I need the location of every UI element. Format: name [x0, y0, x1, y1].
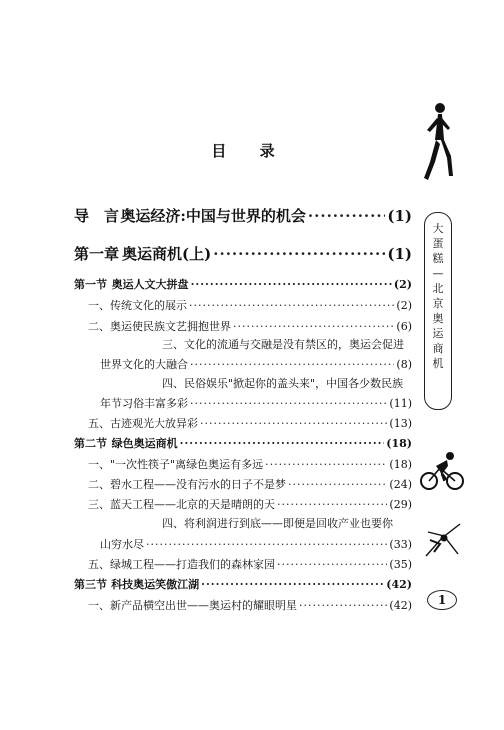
section-page: (42) [386, 578, 412, 591]
sidebar-char: 商 [432, 342, 444, 355]
leader-dots [189, 299, 394, 312]
item-page: (6) [396, 320, 412, 333]
intro-page: (1) [387, 207, 412, 225]
toc-item[interactable] [88, 318, 412, 334]
leader-dots [190, 358, 394, 371]
leader-dots [265, 458, 387, 471]
intro-label: 导 言 [74, 207, 120, 225]
chapter-page: (1) [387, 245, 412, 263]
leader-dots [213, 245, 385, 263]
intro-title: 奥运经济:中国与世界的机会 [120, 207, 306, 225]
toc-item-line[interactable]: 四、将利润进行到底——即便是回收产业也要你 [162, 517, 393, 530]
leader-dots [201, 578, 384, 591]
gymnast-icon [422, 518, 464, 560]
toc-intro[interactable] [74, 205, 412, 226]
item-page: (11) [389, 397, 412, 410]
leader-dots [233, 320, 394, 333]
page-title: 目 录 [211, 142, 289, 160]
section-label: 第一节 [74, 278, 107, 291]
item-title: 一、"一次性筷子"离绿色奥运有多远 [88, 458, 264, 471]
section-label: 第二节 [74, 437, 107, 450]
toc-section[interactable] [74, 576, 412, 592]
leader-dots [146, 538, 387, 551]
leader-dots [191, 278, 392, 291]
item-title: 二、奥运使民族文艺拥抱世界 [88, 320, 231, 333]
item-page: (29) [389, 498, 412, 511]
item-title: 五、古迹观光大放异彩 [88, 417, 198, 430]
leader-dots [277, 558, 387, 571]
sidebar-char: — [432, 267, 444, 280]
section-title: 科技奥运笑傲江湖 [111, 578, 200, 591]
section-title: 奥运人文大拼盘 [111, 278, 189, 291]
toc-item[interactable] [100, 395, 412, 411]
toc-section[interactable] [74, 276, 412, 292]
toc-item[interactable] [88, 496, 412, 512]
sidebar-char: 大 [432, 222, 444, 235]
leader-dots [308, 207, 385, 225]
item-title: 一、传统文化的展示 [88, 299, 187, 312]
sidebar-char: 蛋 [432, 237, 444, 250]
item-page: (2) [396, 299, 412, 312]
toc-chapter-1[interactable] [74, 243, 412, 264]
item-page: (13) [389, 417, 412, 430]
cyclist-icon [420, 452, 464, 492]
sidebar-char: 机 [432, 357, 444, 370]
item-page: (42) [389, 599, 412, 612]
leader-dots [190, 397, 387, 410]
page-number: 1 [427, 590, 457, 610]
item-title: 一、新产品横空出世——奥运村的耀眼明星 [88, 599, 297, 612]
section-title: 绿色奥运商机 [111, 437, 178, 450]
item-title: 五、绿城工程——打造我们的森林家园 [88, 558, 275, 571]
sidebar-char: 京 [432, 297, 444, 310]
leader-dots [200, 417, 387, 430]
sidebar-char: 北 [432, 282, 444, 295]
item-page: (24) [389, 478, 412, 491]
item-title: 二、碧水工程——没有污水的日子不是梦 [88, 478, 286, 491]
section-page: (2) [393, 278, 412, 291]
leader-dots [277, 498, 387, 511]
leader-dots [180, 437, 385, 450]
toc-item-line[interactable]: 四、民俗娱乐"掀起你的盖头来"，中国各少数民族 [162, 377, 404, 390]
sidebar-char: 奥 [432, 312, 444, 325]
toc-item[interactable] [88, 297, 412, 313]
leader-dots [288, 478, 387, 491]
toc-item[interactable] [88, 556, 412, 572]
runner-icon [418, 100, 458, 186]
item-title: 山穷水尽 [100, 538, 144, 551]
leader-dots [299, 599, 387, 612]
section-page: (18) [386, 437, 412, 450]
sidebar-text [425, 221, 451, 371]
toc-item[interactable] [88, 597, 412, 613]
toc-item[interactable] [88, 456, 412, 472]
item-title: 年节习俗丰富多彩 [100, 397, 188, 410]
item-title: 三、蓝天工程——北京的天是晴朗的天 [88, 498, 275, 511]
sidebar-char: 运 [432, 327, 444, 340]
toc-item[interactable] [100, 536, 412, 552]
toc-item-line[interactable]: 三、文化的流通与交融是没有禁区的，奥运会促进 [162, 338, 404, 351]
sidebar-char: 糕 [432, 252, 444, 265]
chapter-title: 奥运商机(上) [122, 245, 212, 263]
item-title: 世界文化的大融合 [100, 358, 188, 371]
item-page: (33) [389, 538, 412, 551]
section-label: 第三节 [74, 578, 107, 591]
toc-item[interactable] [100, 356, 412, 372]
chapter-label: 第一章 [74, 245, 120, 263]
toc-item[interactable] [88, 476, 412, 492]
item-page: (8) [396, 358, 412, 371]
item-page: (18) [389, 458, 412, 471]
toc-section[interactable] [74, 435, 412, 451]
sidebar-book-title [424, 212, 452, 410]
item-page: (35) [389, 558, 412, 571]
toc-item[interactable] [88, 415, 412, 431]
